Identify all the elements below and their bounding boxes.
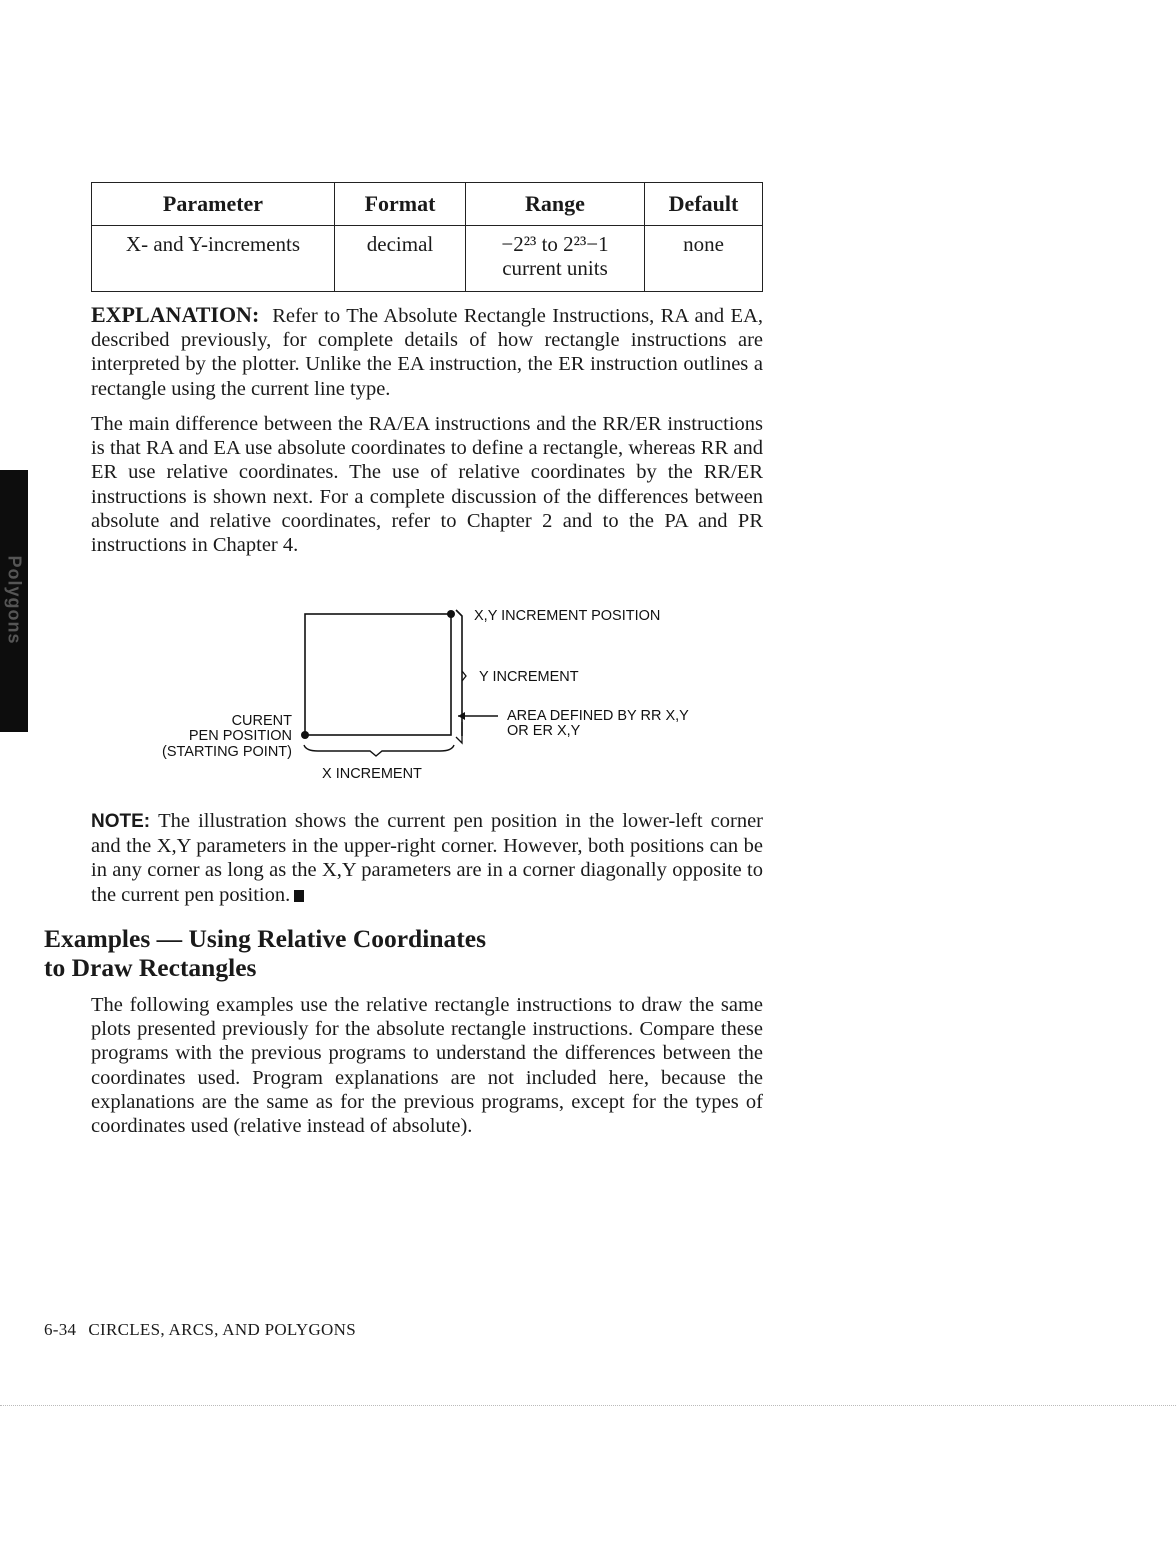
relative-rectangle-diagram	[0, 596, 800, 796]
section-title-line1: Examples — Using Relative Coordinates	[44, 924, 486, 953]
rectangle-outline	[305, 614, 451, 735]
x-increment-brace	[304, 745, 454, 756]
cell-default: none	[645, 226, 763, 292]
bottom-divider	[0, 1405, 1176, 1406]
current-pen-dot	[301, 731, 309, 739]
side-tab-label: Polygons	[4, 555, 25, 645]
section-title-line2: to Draw Rectangles	[44, 953, 257, 982]
table-header-row	[92, 183, 763, 226]
cell-format: decimal	[335, 226, 466, 292]
header-format: Format	[335, 183, 466, 226]
chapter-title: CIRCLES, ARCS, AND POLYGONS	[88, 1320, 356, 1339]
range-units: current units	[502, 256, 608, 280]
y-increment-label: Y INCREMENT	[479, 669, 579, 685]
xy-position-label: X,Y INCREMENT POSITION	[474, 608, 661, 624]
area-label-line2: OR ER X,Y	[507, 723, 581, 739]
note-paragraph	[91, 809, 763, 907]
cell-parameter: X- and Y-increments	[92, 226, 335, 292]
explanation-text: Refer to The Absolute Rectangle Instructions, RA and EA, described previously, for complete details of how rectangle instructions are interpreted by the plotter. Unlike the EA instruction, the ER instruction outlines a rectangle using the current line type.	[91, 305, 764, 400]
page-number: 6-34	[44, 1320, 77, 1339]
header-default: Default	[645, 183, 763, 226]
range-value: −2²³ to 2²³−1	[501, 232, 609, 256]
end-mark-icon	[294, 890, 304, 902]
table-row	[92, 226, 763, 292]
x-increment-label: X INCREMENT	[322, 766, 422, 782]
area-label-line1: AREA DEFINED BY RR X,Y	[507, 708, 689, 724]
note-lead: NOTE:	[91, 811, 151, 832]
body-paragraph: The main difference between the RA/EA instructions and the RR/ER instructions is that RA and EA use absolute coordinates to define a rectangle, whereas RR and ER use relative coordinates. The use of relative coordinates by the RR/ER instructions is shown next. For a complete discussion of the differences between absolute and relative coordinates, refer to Chapter 2 and to the PA and PR instructions in Chapter 4.	[91, 413, 763, 557]
current-label-line2: PEN POSITION	[188, 728, 292, 744]
parameter-table	[91, 182, 763, 292]
note-text: The illustration shows the current pen position in the lower-left corner and the X,Y parameters in the upper-right corner. However, both positions can be in any corner as long as the X,Y parameters are in a corner diagonally opposite to the current pen position.	[91, 810, 764, 906]
section-heading	[44, 924, 744, 982]
area-brace	[456, 722, 462, 743]
header-parameter: Parameter	[92, 183, 335, 226]
cell-range	[466, 226, 645, 292]
header-range: Range	[466, 183, 645, 226]
current-label-line3: (STARTING POINT)	[162, 744, 292, 760]
current-label-line1: CURENT	[231, 713, 292, 729]
page-footer	[44, 1320, 356, 1340]
explanation-lead: EXPLANATION:	[91, 302, 260, 327]
section-paragraph: The following examples use the relative rectangle instructions to draw the same plots presented previously for the absolute rectangle instructions. Compare these programs with the previous programs to understand the differences between the coordinates used. Program explanations are not included here, because the explanations are the same as for the previous programs, except for the types of coordinates used (relative instead of absolute).	[91, 994, 763, 1138]
explanation-paragraph	[91, 303, 763, 401]
xy-position-dot	[447, 610, 455, 618]
